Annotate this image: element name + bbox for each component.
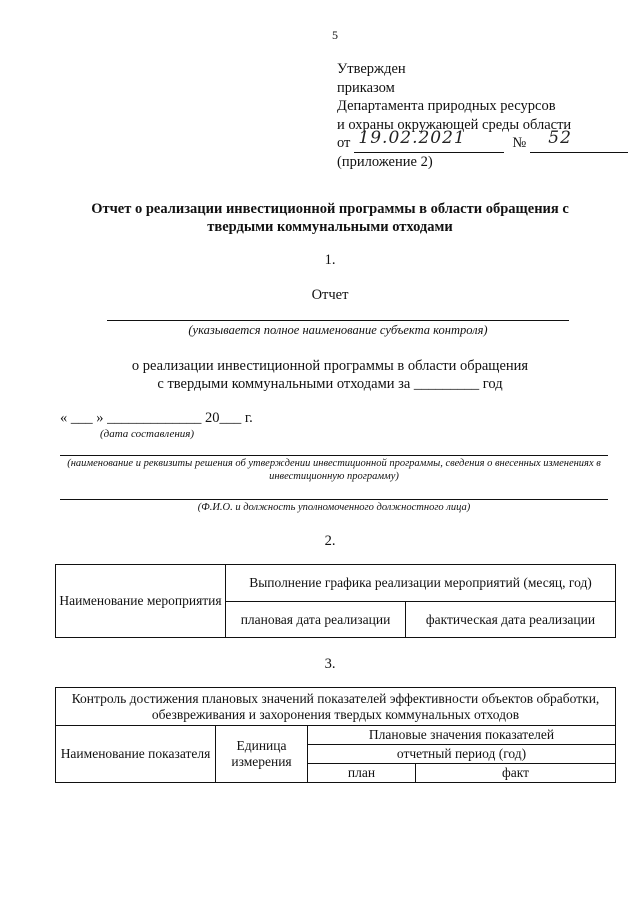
approval-line-4: и охраны окружающей среды области — [337, 116, 572, 133]
approval-stamp — [337, 60, 628, 171]
col-plan: план — [308, 764, 416, 783]
schedule-table — [55, 564, 616, 638]
col-measure-name: Наименование мероприятия — [56, 565, 226, 638]
date-field — [354, 127, 504, 153]
section-1-number: 1. — [324, 252, 336, 268]
approval-date-row — [337, 127, 628, 153]
decision-line — [60, 455, 608, 456]
approval-line-2: приказом — [337, 79, 395, 96]
number-field — [530, 127, 628, 153]
col-schedule: Выполнение графика реализации мероприятий (месяц, год) — [226, 565, 616, 602]
approval-line-3: Департамента природных ресурсов — [337, 98, 556, 114]
col-actual-date: фактическая дата реализации — [406, 602, 616, 638]
section-3-number: 3. — [324, 656, 336, 672]
approval-line-1: Утвержден — [337, 61, 406, 77]
report-label: Отчет — [311, 287, 349, 303]
subject-name-line — [107, 320, 569, 321]
compile-date-line: « ___ » _____________ 20___ г. — [60, 410, 253, 426]
person-line — [60, 499, 608, 500]
decision-caption: (наименование и реквизиты решения об утверждении инвестиционной программы, сведения о внесенных изменениях в инвестиционную программу) — [67, 458, 601, 482]
section-2-number: 2. — [324, 533, 336, 549]
handwritten-date: 19.02.2021 — [358, 127, 466, 148]
number-prefix: № — [512, 135, 527, 151]
indicators-header: Контроль достижения плановых значений показателей эффективности объектов обработки, обезвреживания и захоронения твердых коммунальных отходов — [56, 688, 616, 726]
col-planned-values: Плановые значения показателей — [308, 726, 616, 745]
date-prefix: от — [337, 135, 351, 151]
handwritten-number: 52 — [548, 127, 572, 148]
col-unit: Единица измерения — [216, 726, 308, 783]
col-reporting-period: отчетный период (год) — [308, 745, 616, 764]
date-caption: (дата составления) — [100, 428, 195, 440]
document-title: Отчет о реализации инвестиционной программы в области обращения с твердыми коммунальными отходами — [91, 201, 569, 235]
col-planned-date: плановая дата реализации — [226, 602, 406, 638]
col-indicator-name: Наименование показателя — [56, 726, 216, 783]
subject-caption: (указывается полное наименование субъекта контроля) — [188, 323, 488, 337]
page-number: 5 — [332, 28, 338, 42]
report-subtitle-1: о реализации инвестиционной программы в области обращения — [131, 358, 529, 374]
report-subtitle-2: с твердыми коммунальными отходами за _________ год — [157, 376, 503, 392]
indicators-table — [55, 687, 616, 783]
person-caption: (Ф.И.О. и должность уполномоченного должностного лица) — [197, 502, 471, 513]
approval-appendix: (приложение 2) — [337, 153, 433, 170]
col-fact: факт — [416, 764, 616, 783]
